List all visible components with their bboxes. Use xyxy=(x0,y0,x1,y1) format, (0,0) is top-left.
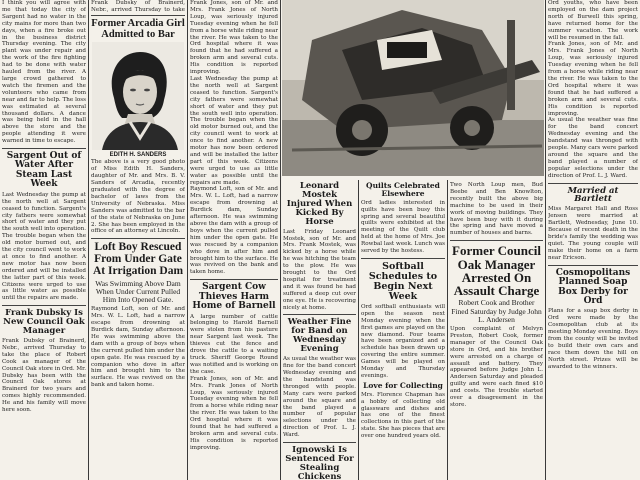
column-rule xyxy=(358,180,359,480)
column-rule xyxy=(187,0,188,480)
article-text: Ord softball enthusiasts will open the season next Monday evening when the first games are played on the new diamond. Four teams have been organized and a schedule has been drawn up covering the entire summer. Games will be played on Monday and Thursday evenings. xyxy=(361,303,445,379)
article-text: Raymond Loft, son of Mr. and Mrs. W. L. Loft, had a narrow escape from drowning at Burdick dam, Sunday afternoon. He was swimming above the dam with a group of boys when the current pulled him under the open gate. He was rescued by a companion who dove in after him and brought him to the surface. He was revived on the bank and taken home. xyxy=(190,186,278,276)
column-5 xyxy=(361,180,445,480)
headline-arcadia-girl: Former Arcadia Girl Admitted to Bar xyxy=(91,18,185,40)
article-text: Frank Dubsky of Brainerd, Nebr., arrived Thursday to take the place of Robert Cook as manager of the Council Oak store in Ord. Mr. Dubsky has been with the Council Oak stores at Brainerd for two years and comes highly recommended. He and his family will move here soon. xyxy=(2,338,86,414)
article-text: Last Wednesday the pump at the north well at Sargent ceased to function. Sargent's city fathers were somewhat short of water and they put the south well into operation. The trouble began when the old motor burned out, and the city council went to work at once to find another. A new motor has now been ordered and will be installed the latter part of this week. Citizens were urged to use as little water as possible until the repairs are made. xyxy=(2,191,86,302)
headline-softball: Softball Schedules to Begin Next Week xyxy=(368,261,438,302)
column-rule xyxy=(280,0,281,480)
article-text: The above is a very good photo of Miss Edith H. Sanders, daughter of Mr. and Mrs. B. V. Sanders of Arcadia, recently graduated with the degree of bachelor of laws from the University of Nebraska. Miss Sanders was admitted to the bar of the state of Nebraska on June 2. She has been employed in the office of an attorney at Lincoln. xyxy=(91,159,185,235)
column-1 xyxy=(2,0,86,480)
article-text: A large number of cattle belonging to Harold Barnell were stolen from his pasture near Sargent last week. The thieves cut the fence and drove the cattle to a waiting truck. Sheriff George Round was notified and is working on the case. xyxy=(190,313,278,375)
article-text: Last Wednesday the pump at the north well at Sargent ceased to function. Sargent's city fathers were somewhat short of water and they put the south well into operation. The trouble began when the old motor burned out, and the city council went to work at once to find another. A new motor has now been ordered and will be installed the latter part of this week. Citizens were urged to use as little water as possible until the repairs are made. xyxy=(190,75,278,186)
article-text: As usual the weather was fine for the band concert Wednesday evening and the bandstand was thronged with people. Many cars were parked around the square and the band played a number of popular selections under the direction of Prof. L. J. Ward. xyxy=(548,117,638,179)
portrait-photo xyxy=(92,42,184,150)
subheadline: Was Swimming Above Dam When Under Current Pulled Him Into Opened Gate. xyxy=(95,278,181,305)
column-rule xyxy=(88,0,89,480)
headline-mostek: Leonard Mostek Injured When Kicked By Horse xyxy=(286,181,353,227)
column-6 xyxy=(450,0,543,480)
article-text: Frank Jones, son of Mr. and Mrs. Frank Jones of North Loup, was seriously injured Tuesday evening when he fell from a horse while riding near the river. He was taken to the Ord hospital where it was found that he had suffered a broken arm and several cuts. His condition is reported improving. xyxy=(190,375,278,451)
subheadline: Robert Cook and Brother Fined Saturday by Judge John L. Andersen xyxy=(451,298,542,324)
headline-sargent-water: Sargent Out of Water After Steam Last Week xyxy=(6,151,82,190)
headline-married: Married at Bartlett xyxy=(567,185,619,205)
column-2 xyxy=(91,0,185,480)
headline-cow-thieves: Sargent Cow Thieves Harm Home of Barnell xyxy=(192,282,276,312)
headline-council-oak: Former Council Oak Manager Arrested On Assault Charge xyxy=(452,243,541,298)
article-text: I think you will agree with me that today the city of Sargent had no water in the city mains for more than two days, when a fire broke out in the business district Thursday evening. The city plant was under repair and the work of the fire fighting had to be done with water hauled from the river. A large crowd gathered to watch the firemen and the volunteers who came from near and far to help. The loss was estimated at several thousand dollars. A dance was being held in the hall above the store and the people attending it were warned in time to escape. xyxy=(2,0,86,145)
article-text: Upon complaint of Melvyn Preston, Robert Cook, former manager of the Council Oak store in Ord, and his brother were arrested on a charge of assault and battery. They appeared before Judge John L. Andersen Saturday and pleaded guilty and were each fined $10 and costs. The trouble started over a disagreement in the store. xyxy=(450,326,543,408)
portrait-photo-image xyxy=(92,42,184,150)
headline-band-weather: Weather Fine for Band on Wednesday Evening xyxy=(287,317,352,355)
photo-caption-text: Two North Loup men, Bud Beebe and Ben Knowlton, recently built the above big machine to be used in their work of moving buildings. They have been busy with it during the spring and have moved a number of houses and barns. xyxy=(450,182,543,237)
article-text: Last Friday Leonard Mostek, son of Mr. and Mrs. Frank Mostek, was kicked by a horse while he was hitching the team to the plow. He was brought to the Ord hospital for treatment and it was found he had suffered a deep cut over one eye. He is recovering nicely at home. xyxy=(283,228,356,311)
column-rule xyxy=(545,0,546,480)
headline-quilts: Quilts Celebrated Elsewhere xyxy=(366,181,440,198)
article-text: Ord youths, who have been employed on the dam project north of Burwell this spring, have returned home for the summer vacation. The work will be resumed in the fall. xyxy=(548,0,638,41)
headline-ignowski: Ignowski Is Sentenced For Stealing Chickens xyxy=(285,445,354,480)
headline-loft-boy: Loft Boy Rescued From Under Gate At Irrigation Dam xyxy=(92,241,184,277)
article-text: Frank Dubsky of Brainerd, Nebr., arrived Thursday to take xyxy=(91,0,185,12)
article-text: Raymond Loft, son of Mr. and Mrs. W. L. Loft, had a narrow escape from drowning at Burdick dam, Sunday afternoon. He was swimming above the dam with a group of boys when the current pulled him under the open gate. He was rescued by a companion who dove in after him and brought him to the surface. He was revived on the bank and taken home. xyxy=(91,306,185,389)
column-7 xyxy=(548,0,638,480)
article-text: As usual the weather was fine for the band concert Wednesday evening and the bandstand was thronged with people. Many cars were parked around the square and the band played a number of popular selections under the direction of Prof. L. J. Ward. xyxy=(283,356,356,439)
article-text: Frank Jones, son of Mr. and Mrs. Frank Jones of North Loup, was seriously injured Tuesday evening when he fell from a horse while riding near the river. He was taken to the Ord hospital where it was found that he had suffered a broken arm and several cuts. His condition is reported improving. xyxy=(548,41,638,117)
article-text: Miss Margaret Hall and Ross Jensen were married at Bartlett, Wednesday, June 10. Because of recent death in the bride's family the wedding was quiet. The young couple will make their home on a farm near Ericson. xyxy=(548,206,638,261)
headline-dubsky: Frank Dubsky Is New Council Oak Manager xyxy=(3,308,85,337)
headline-collecting: Love for Collecting xyxy=(363,380,443,390)
article-text: Frank Jones, son of Mr. and Mrs. Frank Jones of North Loup, was seriously injured Tuesday evening when he fell from a horse while riding near the river. He was taken to the Ord hospital where it was found that he had suffered a broken arm and several cuts. His condition is reported improving. xyxy=(190,0,278,76)
article-text: Ord ladies interested in quilts have been busy this spring and several beautiful quilts were exhibited at the meeting of the Quilt club held at the home of Mrs. Joe Rowbal last week. Lunch was served by the hostess. xyxy=(361,199,445,255)
headline-soap-box-derby: Cosmopolitans Planned Soap Box Derby for Ord xyxy=(555,267,631,306)
photo-caption: EDITH H. SANDERS xyxy=(109,152,167,159)
article-text: Plans for a soap box derby in Ord were made by the Cosmopolitan club at its meeting Monday evening. Boys from the county will be invited to build their own cars and race them down the hill on North street. Prizes will be awarded to the winners. xyxy=(548,308,638,370)
column-4 xyxy=(283,180,356,480)
column-rule xyxy=(447,180,448,480)
column-3 xyxy=(190,0,278,480)
article-text: Mrs. Florence Chapman has a hobby of collecting old glassware and dishes and has one of the finest collections in this part of the state. She has pieces that are over one hundred years old. xyxy=(361,391,445,440)
